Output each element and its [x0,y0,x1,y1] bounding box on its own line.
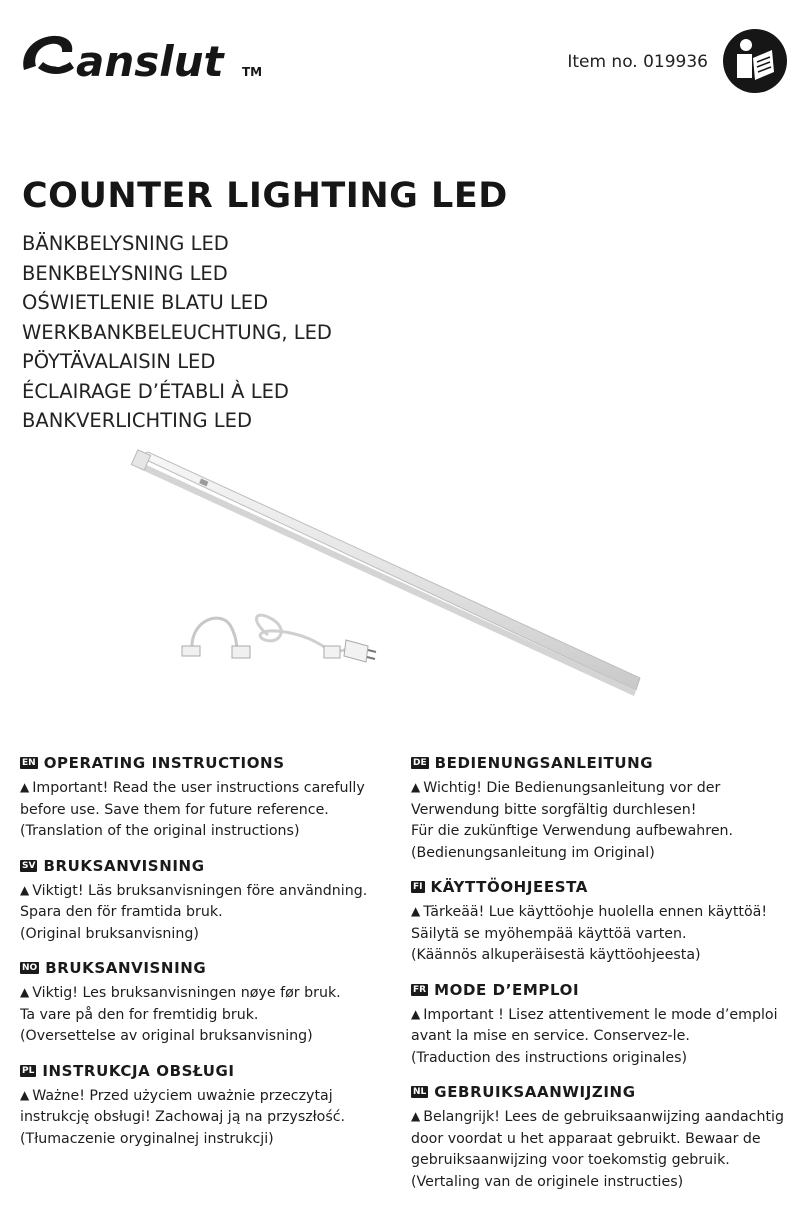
warning-icon: ▲ [411,904,421,918]
subtitle-fr: ÉCLAIRAGE D’ÉTABLI À LED [22,379,289,403]
section-line: Viktig! Les bruksanvisningen nøye før bruk. [32,985,341,1001]
warning-icon: ▲ [411,780,421,794]
section-line: Viktigt! Läs bruksanvisningen före användning. [32,882,368,899]
lang-badge: FI [413,882,423,892]
section-line: Spara den för framtida bruk. [20,904,223,920]
section-en [20,752,405,843]
section-line: (Käännös alkuperäisestä käyttöohjeesta) [411,947,701,963]
section-line: Verwendung bitte sorgfältig durchlesen! [411,801,697,818]
section-line: Wichtig! Die Bedienungsanleitung vor der [423,780,721,796]
instructions-left-column [20,752,405,1162]
section-line: instrukcję obsługi! Zachowaj ją na przyszłość. [20,1109,346,1125]
lang-badge: DE [413,758,427,768]
section-line: before use. Save them for future reference. [20,801,329,818]
subtitle-no: BENKBELYSNING LED [22,261,228,285]
page-title: COUNTER LIGHTING LED [22,176,508,216]
section-sv [20,855,405,946]
section-no [20,957,405,1048]
led-light-bar [131,450,640,696]
brand-name: anslut [76,37,224,86]
subtitle-list [22,229,332,436]
warning-icon: ▲ [20,1087,30,1102]
section-line: (Tłumaczenie oryginalnej instrukcji) [20,1130,274,1147]
section-fr [411,979,801,1070]
section-line: (Traduction des instructions originales) [411,1049,688,1066]
subtitle-fi: PÖYTÄVALAISIN LED [22,350,216,373]
section-heading: BRUKSANVISNING [43,856,205,875]
section-heading: OPERATING INSTRUCTIONS [43,754,285,772]
section-fi [411,876,801,967]
section-heading: INSTRUKCJA OBSŁUGI [42,1061,235,1080]
connector-cable [182,618,250,658]
section-line: Important! Read the user instructions carefully [32,780,365,796]
section-line: Ważne! Przed użyciem uważnie przeczytaj [32,1087,333,1104]
lang-badge: NO [22,963,38,973]
lang-badge: SV [22,860,36,871]
section-line: (Oversettelse av original bruksanvisning) [20,1028,313,1044]
lang-badge: PL [22,1065,35,1076]
lang-badge: EN [22,758,36,768]
trademark: TM [242,65,263,79]
warning-icon: ▲ [20,985,30,999]
power-cord [256,615,376,662]
section-line: door voordat u het apparaat gebruikt. Bewaar de [411,1130,761,1147]
section-line: Für die zukünftige Verwendung aufbewahren. [411,823,734,839]
section-line: Ta vare på den for fremtidig bruk. [20,1006,259,1023]
section-pl [20,1060,405,1151]
section-line: Säilytä se myöhempää käyttöä varten. [411,925,687,942]
item-number: Item no. 019936 [567,52,708,72]
section-heading: KÄYTTÖOHJEESTA [430,878,588,896]
section-de [411,752,801,864]
section-heading: MODE D’EMPLOI [434,980,580,999]
lang-badge: NL [413,1087,427,1097]
section-line: (Translation of the original instructions) [20,823,300,839]
section-line: gebruiksaanwijzing voor toekomstig gebruik. [411,1152,730,1168]
section-nl [411,1081,801,1193]
section-line: Tärkeää! Lue käyttöohje huolella ennen käyttöä! [423,904,768,920]
section-line: (Bedienungsanleitung im Original) [411,844,655,861]
warning-icon: ▲ [20,780,30,794]
section-heading: BRUKSANVISNING [45,959,207,977]
subtitle-nl: BANKVERLICHTING LED [22,409,252,432]
subtitle-pl: OŚWIETLENIE BLATU LED [22,291,269,314]
anslut-logo [18,24,268,94]
section-line: (Original bruksanvisning) [20,925,199,942]
product-image [120,440,660,710]
lang-badge: FR [413,984,427,995]
instructions-right-column [411,752,801,1205]
section-line: avant la mise en service. Conservez-le. [411,1028,690,1044]
warning-icon: ▲ [411,1006,421,1021]
section-heading: GEBRUIKSAANWIJZING [434,1083,636,1101]
section-heading: BEDIENUNGSANLEITUNG [434,754,654,772]
warning-icon: ▲ [20,882,30,897]
subtitle-sv: BÄNKBELYSNING LED [22,232,229,255]
section-line: Belangrijk! Lees de gebruiksaanwijzing aandachtig [423,1109,784,1125]
subtitle-de: WERKBANKBELEUCHTUNG, LED [22,320,332,344]
section-line: Important ! Lisez attentivement le mode d’emploi [423,1006,778,1023]
read-manual-icon [722,28,788,94]
section-line: (Vertaling van de originele instructies) [411,1173,684,1190]
warning-icon: ▲ [411,1109,421,1123]
